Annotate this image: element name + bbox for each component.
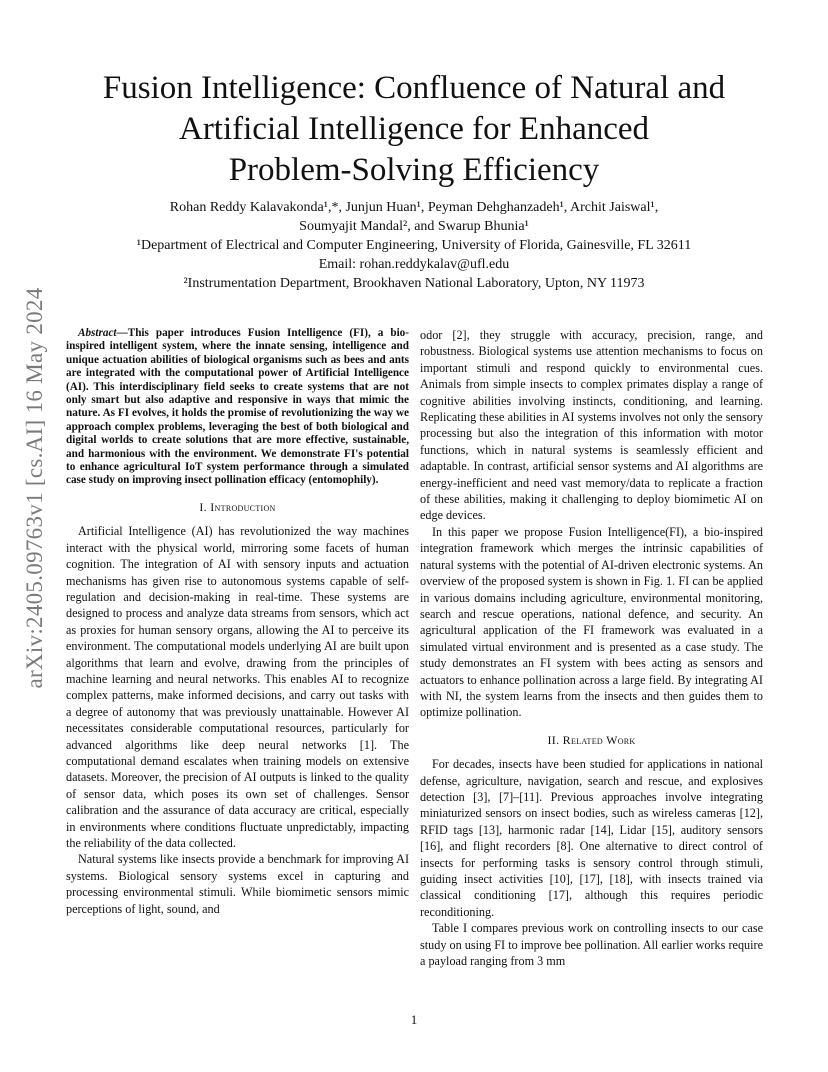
abstract-lead: Abstract <box>78 327 117 339</box>
abstract-text: —This paper introduces Fusion Intelligence (FI), a bio-inspired intelligent system, where the innate sensing, intelligence and unique actuation abilities of biological organisms such as bees and ants are integrated with the computational power of Artificial Intelligence (AI). This interdisciplinary field seeks to create systems that are not only smart but also adaptive and responsive in ways that mimic the nature. As FI evolves, it holds the promise of revolutionizing the way we approach complex problems, leveraging the best of both biological and digital worlds to create solutions that are more effective, sustainable, and harmonious with the environment. We demonstrate FI's potential to enhance agricultural IoT system performance through a simulated case study on improving insect pollination efficacy (entomophily). <box>66 327 409 487</box>
paper-title <box>70 68 758 191</box>
paragraph: In this paper we propose Fusion Intelligence(FI), a bio-inspired integration framework which merges the intrinsic capabilities of natural systems with the potential of AI-driven electronic systems. An overview of the proposed system is shown in Fig. 1. FI can be applied in various domains including agriculture, environmental monitoring, search and rescue operations, national defence, and security. An agricultural application of the FI framework was evaluated in a simulated virtual environment and is presented as a case study. The study demonstrates an FI system with bees acting as sensors and actuators to enhance pollination across a large field. By integrating AI with NI, the system learns from the insects and then guides them to optimize pollination. <box>420 524 763 720</box>
page-number: 1 <box>410 1012 418 1027</box>
author-line: Rohan Reddy Kalavakonda¹,*, Junjun Huan¹, Peyman Dehghanzadeh¹, Archit Jaiswal¹, <box>169 200 659 215</box>
affiliation-line: ¹Department of Electrical and Computer Engineering, University of Florida, Gainesville, FL 32611 <box>136 238 692 253</box>
paragraph: Artificial Intelligence (AI) has revolutionized the way machines interact with the physical world, mirroring some facets of human cognition. The integration of AI with sensory inputs and actuation mechanisms has given rise to autonomous systems capable of self-regulation and decision-making in real-time. These systems are designed to process and analyze data streams from sensors, which act as proxies for human sensory organs, allowing the AI to perceive its environment. The computational models underlying AI are built upon algorithms that learn and evolve, drawing from the principles of machine learning and neural networks. This enables AI to recognize complex patterns, make informed decisions, and carry out tasks with a degree of autonomy that was previously unattainable. However AI necessitates considerable computational resources, particularly for advanced algorithms like deep neural networks [1]. The computational demand escalates when training models on extensive datasets. Moreover, the precision of AI outputs is linked to the quality of sensor data, which poses its own set of challenges. Sensor calibration and the assurance of data accuracy are critical, especially in environments where conditions fluctuate unpredictably, impacting the reliability of the data collected. <box>66 524 409 850</box>
left-column <box>66 327 409 917</box>
abstract <box>66 327 409 488</box>
title-line: Fusion Intelligence: Confluence of Natural and <box>102 70 726 106</box>
affiliation-line: ²Instrumentation Department, Brookhaven National Laboratory, Upton, NY 11973 <box>183 276 645 291</box>
right-column <box>420 327 763 969</box>
paragraph: odor [2], they struggle with accuracy, precision, range, and robustness. Biological systems use attention mechanisms to focus on important stimuli and respond quickly to environmental cues. Animals from simple insects to complex primates display a range of cognitive abilities involving instincts, conditioning, and learning. Replicating these abilities in AI systems involves not only the sensory processing but also the integration of this information with motor functions, which in natural systems is seamlessly efficient and adaptable. In contrast, artificial sensor systems and AI algorithms are energy-inefficient and need vast memory/data to replicate a fraction of these abilities, making it challenging to deploy biomimetic AI on edge devices. <box>420 328 763 523</box>
email-line: Email: rohan.reddykalav@ufl.edu <box>318 257 510 272</box>
title-line: Problem-Solving Efficiency <box>228 152 600 188</box>
section-heading-introduction: I. Introduction <box>199 499 276 514</box>
section-heading-related-work: II. Related Work <box>547 732 636 747</box>
author-block <box>70 198 758 293</box>
arxiv-identifier <box>24 288 46 688</box>
paragraph: Table I compares previous work on controlling insects to our case study on using FI to improve bee pollination. All earlier works require a payload ranging from 3 mm <box>420 921 763 969</box>
title-line: Artificial Intelligence for Enhanced <box>178 111 650 147</box>
paragraph: Natural systems like insects provide a benchmark for improving AI systems. Biological sensory systems excel in capturing and processing environmental stimuli. While biomimetic sensors mimic perceptions of light, sound, and <box>66 852 409 916</box>
arxiv-identifier-text: arXiv:2405.09763v1 [cs.AI] 16 May 2024 <box>22 287 47 689</box>
paragraph: For decades, insects have been studied for applications in national defense, agriculture, navigation, search and rescue, and explosives detection [3], [7]–[11]. Previous approaches involve integrating miniaturized sensors on insect bodies, such as wireless cameras [12], RFID tags [13], harmonic radar [14], Lidar [15], auditory sensors [16], and flight recorders [8]. One alternative to direct control of insects for performing tasks is sensory control through stimuli, guiding insect activities [10], [17], [18], with insects trained via classical conditioning [17], although this requires periodic reconditioning. <box>420 757 763 919</box>
author-line: Soumyajit Mandal², and Swarup Bhunia¹ <box>299 219 529 234</box>
